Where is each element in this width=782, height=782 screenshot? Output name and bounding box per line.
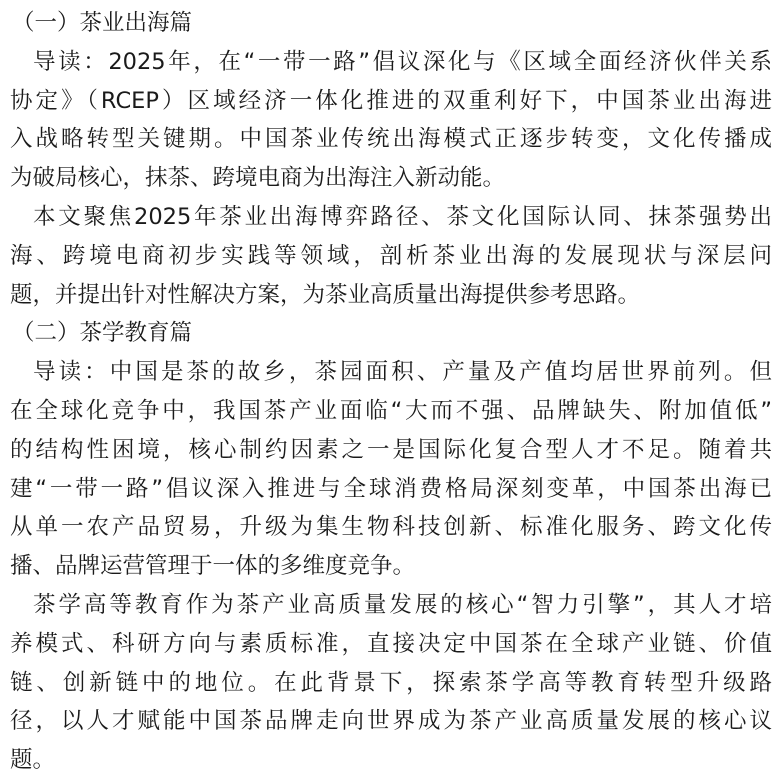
paragraph <box>10 43 772 198</box>
section-heading: （一）茶业出海篇 <box>12 10 193 36</box>
paragraph-line: 题。 <box>10 747 56 774</box>
paragraph-line: 协定》（RCEP）区域经济一体化推进的双重利好下，中国茶业出海进 <box>10 87 772 114</box>
paragraph-line: 的结构性困境，核心制约因素之一是国际化复合型人才不足。随着共 <box>10 436 772 463</box>
document-body <box>10 4 772 780</box>
paragraph-line: 播、品牌运营管理于一体的多维度竞争。 <box>10 553 416 580</box>
paragraph-line: 在全球化竞争中，我国茶产业面临“大而不强、品牌缺失、附加值低” <box>10 397 772 424</box>
paragraph-line: 题，并提出针对性解决方案，为茶业高质量出海提供参考思路。 <box>10 281 641 308</box>
paragraph-line: 径，以人才赋能中国茶品牌走向世界成为茶产业高质量发展的核心议 <box>10 708 772 735</box>
paragraph-line: 入战略转型关键期。中国茶业传统出海模式正逐步转变，文化传播成 <box>10 126 772 153</box>
paragraph-line: 茶学高等教育作为茶产业高质量发展的核心“智力引擎”，其人才培 <box>33 591 772 618</box>
section-tea-export <box>10 4 772 314</box>
paragraph-line: 导读：2025年，在“一带一路”倡议深化与《区域全面经济伙伴关系 <box>33 48 772 75</box>
section-heading: （二）茶学教育篇 <box>12 320 193 347</box>
paragraph <box>10 353 772 586</box>
section-tea-education <box>10 314 772 780</box>
paragraph-line: 从单一农产品贸易，升级为集生物科技创新、标准化服务、跨文化传 <box>10 514 772 541</box>
paragraph-line: 养模式、科研方向与素质标准，直接决定中国茶在全球产业链、价值 <box>10 630 772 657</box>
paragraph-line: 为破局核心，抹茶、跨境电商为出海注入新动能。 <box>10 165 506 192</box>
paragraph-line: 链、创新链中的地位。在此背景下，探索茶学高等教育转型升级路 <box>10 669 772 696</box>
paragraph <box>10 198 772 314</box>
paragraph-line: 建“一带一路”倡议深入推进与全球消费格局深刻变革，中国茶出海已 <box>10 475 772 502</box>
paragraph-line: 海、跨境电商初步实践等领域，剖析茶业出海的发展现状与深层问 <box>10 242 772 269</box>
paragraph-line: 本文聚焦2025年茶业出海博弈路径、茶文化国际认同、抹茶强势出 <box>33 203 772 230</box>
paragraph-line: 导读：中国是茶的故乡，茶园面积、产量及产值均居世界前列。但 <box>33 359 772 386</box>
paragraph <box>10 586 772 780</box>
